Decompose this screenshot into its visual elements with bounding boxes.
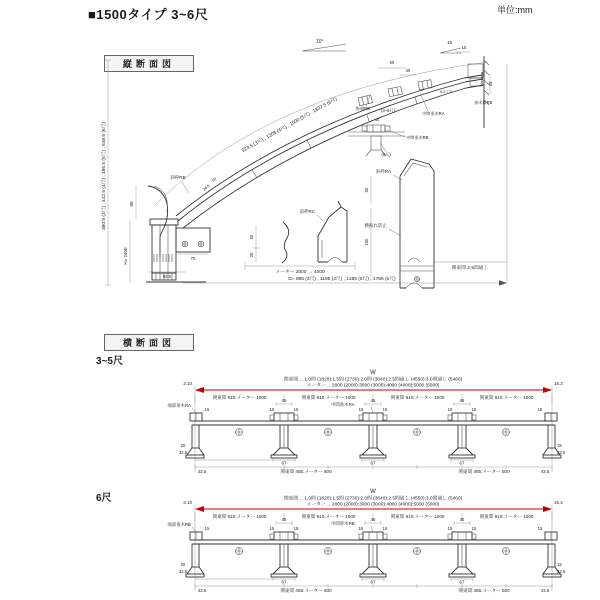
x1-bay-dim: 関東間 910:メーター 1000 bbox=[479, 395, 534, 400]
vs-dim-front-25: 25 bbox=[249, 252, 254, 258]
vs-label-nobuchi: 野縁RB bbox=[355, 106, 371, 111]
x1-rafters bbox=[186, 402, 561, 462]
vs-post-height-dim: H= 2400 bbox=[123, 247, 128, 265]
vs-meter-range-dim: メーター 2000 → 4000 bbox=[275, 270, 325, 275]
x2-dim-15: 15 bbox=[447, 526, 453, 531]
x2-dim-67: 67 bbox=[281, 579, 287, 585]
vs-dim-92-5: 92.5 bbox=[162, 274, 172, 279]
x2-bay-dim: 関東間 910:メーター 1000 bbox=[479, 514, 534, 519]
x1-dim-20: 20 bbox=[180, 443, 186, 448]
x2-dim-15: 15 bbox=[382, 526, 388, 531]
vertical-section-drawing bbox=[90, 36, 570, 296]
x2-left-end-dim: 3.10 bbox=[183, 500, 192, 505]
x1-kanto-widths: 関東間… 1.0間 (1820):1.5間 (2730):2.0間 (3640):2.5間通し (4550):3.0間通し (5460) bbox=[283, 377, 463, 383]
x2-dim-15-right: 15 bbox=[557, 562, 562, 567]
vs-label-maewaku-rc: 前枠RC bbox=[299, 209, 315, 214]
x1-mid-rafter-label: 中間垂木RA bbox=[331, 402, 355, 407]
vs-dim-80: 80 bbox=[129, 201, 134, 207]
vs-post-assembly bbox=[146, 186, 210, 282]
x2-dim-45: 45 bbox=[281, 517, 287, 522]
x1-dim-45: 45 bbox=[370, 398, 376, 403]
vs-dim-34-5: 34.5 bbox=[201, 183, 211, 192]
x1-bay-dim: 関東間 910:メーター 1000 bbox=[390, 395, 445, 400]
x1-dim-15: 15 bbox=[447, 407, 453, 412]
x1-dim-45: 45 bbox=[459, 398, 465, 403]
x1-span-dim: 関東間 455:メーター 500 bbox=[458, 469, 510, 474]
vs-label-range-6: (6尺) bbox=[381, 152, 391, 157]
unit-label: 単位:mm bbox=[497, 5, 533, 15]
x2-dim-43-5: 43.5 bbox=[197, 588, 207, 593]
vs-slant-frame-profile bbox=[400, 159, 434, 288]
vs-dim-60: 60 bbox=[364, 187, 369, 193]
x2-w-label: W bbox=[370, 489, 376, 495]
x1-dim-15: 15 bbox=[358, 407, 364, 412]
x2-meter-widths: メーター… 2000 (2000):3000 (3000):4000 (4000):5000 (5000) bbox=[306, 502, 440, 508]
x1-edge-rafter-label: 端部垂木RA bbox=[167, 403, 191, 408]
x2-dim-15: 15 bbox=[204, 526, 210, 531]
vs-dim-8-5-7-5: 8.5 7.5 bbox=[440, 90, 452, 94]
vs-roof-arc bbox=[176, 72, 484, 228]
vs-label-shawaku-ra: 斜枠RA bbox=[375, 169, 391, 174]
vs-label-shawaku-rb: 斜枠RB bbox=[170, 175, 186, 180]
x1-dim-67: 67 bbox=[281, 460, 287, 466]
x1-dim-45: 45 bbox=[281, 398, 287, 403]
x2-dim-43-5: 43.5 bbox=[540, 588, 550, 593]
vs-label-chukan-rb: 中間垂木RB bbox=[406, 135, 429, 140]
x1-bay-dim: 関東間 910:メーター 1000 bbox=[301, 395, 356, 400]
heading-6shaku: 6尺 bbox=[96, 493, 112, 504]
x1-meter-widths: メーター… 2000 (2000):3000 (3000):4000 (4000):5000 (5000) bbox=[306, 383, 440, 389]
vs-label-tarukigake: 垂木掛RB bbox=[474, 100, 493, 105]
x2-bay-dim: 関東間 910:メーター 1000 bbox=[301, 514, 356, 519]
x2-dim-67: 67 bbox=[459, 579, 465, 585]
x1-dim-32-5: 32.5 bbox=[557, 450, 566, 455]
x2-kanto-widths: 関東間… 1.0間 (1820):1.5間 (2730):2.0間 (3640):2.5間通し (4550):3.0間通し (5460) bbox=[283, 496, 463, 502]
vs-dim-70: 70 bbox=[190, 256, 196, 261]
vs-dim-15: 15 bbox=[461, 45, 467, 50]
vs-dim-45: 45 bbox=[405, 68, 411, 73]
vs-left-height-dim: 380.5 (3尺) , 442.5 (4尺) , 486.5 (5尺) , 548.5 (6尺) bbox=[102, 122, 107, 230]
x1-dim-67: 67 bbox=[370, 460, 376, 466]
x2-dim-15: 15 bbox=[358, 526, 364, 531]
x2-edge-rafter-label: 端部垂木RB bbox=[167, 522, 191, 527]
vs-label-chukan-ra: 中間垂木RA bbox=[422, 111, 445, 116]
vs-slope-label: 15 bbox=[447, 40, 453, 45]
x2-dim-15: 15 bbox=[537, 526, 543, 531]
vs-dim-35: 35 bbox=[488, 81, 493, 87]
x2-dim-15: 15 bbox=[293, 526, 299, 531]
x1-dim-67: 67 bbox=[459, 460, 465, 466]
x1-dim-15: 15 bbox=[204, 407, 210, 412]
cross-section-6shaku bbox=[95, 487, 570, 600]
vs-dim-65: 65 bbox=[389, 60, 395, 65]
x2-dim-15: 15 bbox=[269, 526, 275, 531]
vs-dim-front-50: 50 bbox=[249, 234, 254, 240]
x1-dim-15-right: 15 bbox=[557, 443, 562, 448]
x2-dim-32-5: 32.5 bbox=[557, 569, 566, 574]
x1-dim-43-5: 43.5 bbox=[540, 469, 550, 474]
x2-bay-dim: 関東間 910:メーター 1000 bbox=[390, 514, 445, 519]
x2-rafters bbox=[186, 521, 561, 581]
page-title: ■1500タイプ 3~6尺 bbox=[88, 7, 209, 22]
x2-dim-15: 15 bbox=[471, 526, 477, 531]
vs-dim-50: 50 bbox=[210, 176, 218, 183]
x2-bay-dim: 関東間 910:メーター 1000 bbox=[212, 514, 267, 519]
x2-dim-45: 45 bbox=[370, 517, 376, 522]
vs-kanto-span-dim: 関東間 2.5間通し bbox=[451, 266, 489, 271]
vs-angle-mark bbox=[302, 44, 461, 53]
x1-dim-15: 15 bbox=[382, 407, 388, 412]
x1-dim-32-5: 32.5 bbox=[178, 450, 188, 455]
x2-mid-rafter-label: 中間垂木RB bbox=[331, 521, 355, 526]
section-label-cross: 横断面図 bbox=[104, 334, 194, 351]
vs-depth-dim: D= 885 (3尺) , 1185 (4尺) , 1485 (5尺) , 1785 (6尺) bbox=[288, 277, 396, 282]
x2-span-dim: 関東間 455:メーター 500 bbox=[280, 588, 332, 593]
section-label-vertical: 縦断面図 bbox=[104, 55, 194, 72]
vs-label-range-3-5: (3~5尺) bbox=[380, 108, 396, 113]
x1-bay-dim: 関東間 910:メーター 1000 bbox=[212, 395, 267, 400]
x1-dim-15: 15 bbox=[269, 407, 275, 412]
x1-dim-15: 15 bbox=[293, 407, 299, 412]
x1-span-dim: 関東間 455:メーター 500 bbox=[280, 469, 332, 474]
vs-label-yokobure: 横振れ防止 bbox=[364, 223, 387, 228]
x1-left-end-dim: 3.10 bbox=[183, 381, 192, 386]
x2-dim-45: 45 bbox=[459, 517, 465, 522]
x2-span-dim: 関東間 455:メーター 500 bbox=[458, 588, 510, 593]
vs-dim-150: 150 bbox=[364, 238, 369, 246]
x1-dim-15: 15 bbox=[471, 407, 477, 412]
cross-section-3-5shaku bbox=[95, 368, 570, 481]
x2-right-end-dim: 16.3 bbox=[554, 500, 563, 505]
x2-dim-32-5: 32.5 bbox=[178, 569, 188, 574]
x2-dim-67: 67 bbox=[370, 579, 376, 585]
heading-3-5shaku: 3~5尺 bbox=[96, 356, 123, 367]
vs-arc-length-dim: 923.5 (3尺) , 1208 (4尺) , 1500 (5尺) , 1837.5 (6尺) bbox=[241, 97, 339, 154]
x1-dim-15: 15 bbox=[537, 407, 543, 412]
vs-dim-46: 46 bbox=[374, 117, 380, 122]
x1-dim-43-5: 43.5 bbox=[197, 469, 207, 474]
vs-angle-label: 10° bbox=[316, 39, 324, 45]
x1-right-end-dim: 16.3 bbox=[554, 381, 563, 386]
x1-w-label: W bbox=[370, 370, 376, 376]
x2-dim-20: 20 bbox=[180, 562, 186, 567]
